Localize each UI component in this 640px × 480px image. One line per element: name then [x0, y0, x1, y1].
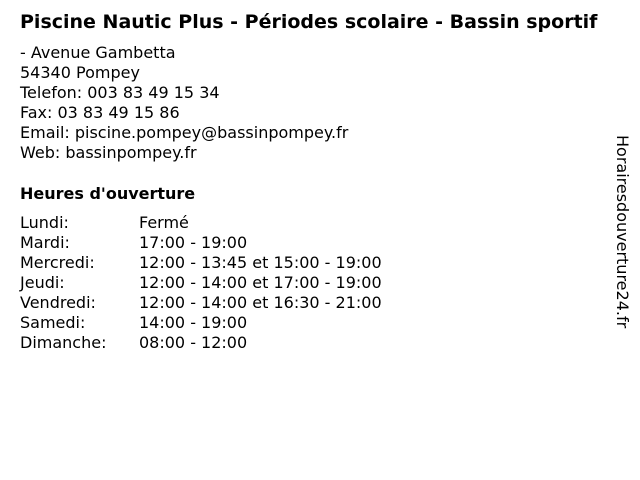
hours-row-monday [20, 213, 382, 233]
day-label: Dimanche: [20, 333, 107, 352]
phone-number: Telefon: 003 83 49 15 34 [20, 83, 220, 102]
hours-row-wednesday [20, 253, 382, 273]
fax-number: Fax: 03 83 49 15 86 [20, 103, 180, 122]
opening-hours-table [20, 213, 382, 353]
day-label: Vendredi: [20, 293, 96, 312]
page-title: Piscine Nautic Plus - Périodes scolaire - Bassin sportif [20, 11, 598, 33]
address-block [20, 43, 348, 163]
time-value: 12:00 - 14:00 et 17:00 - 19:00 [139, 273, 382, 292]
time-value: 14:00 - 19:00 [139, 313, 248, 332]
time-value: 17:00 - 19:00 [139, 233, 248, 252]
email-address: Email: piscine.pompey@bassinpompey.fr [20, 123, 349, 142]
time-value: 12:00 - 14:00 et 16:30 - 21:00 [139, 293, 382, 312]
day-label: Mardi: [20, 233, 70, 252]
street-address: - Avenue Gambetta [20, 43, 176, 62]
day-label: Mercredi: [20, 253, 95, 272]
hours-row-saturday [20, 313, 382, 333]
hours-row-friday [20, 293, 382, 313]
site-watermark [612, 135, 632, 345]
watermark-text: Horairesdouverture24.fr [613, 135, 632, 329]
hours-row-tuesday [20, 233, 382, 253]
day-label: Samedi: [20, 313, 86, 332]
time-value: Fermé [139, 213, 189, 232]
hours-row-sunday [20, 333, 382, 353]
time-value: 08:00 - 12:00 [139, 333, 248, 352]
postal-city: 54340 Pompey [20, 63, 140, 82]
day-label: Jeudi: [20, 273, 65, 292]
website: Web: bassinpompey.fr [20, 143, 197, 162]
hours-row-thursday [20, 273, 382, 293]
hours-heading: Heures d'ouverture [20, 184, 196, 203]
time-value: 12:00 - 13:45 et 15:00 - 19:00 [139, 253, 382, 272]
day-label: Lundi: [20, 213, 69, 232]
